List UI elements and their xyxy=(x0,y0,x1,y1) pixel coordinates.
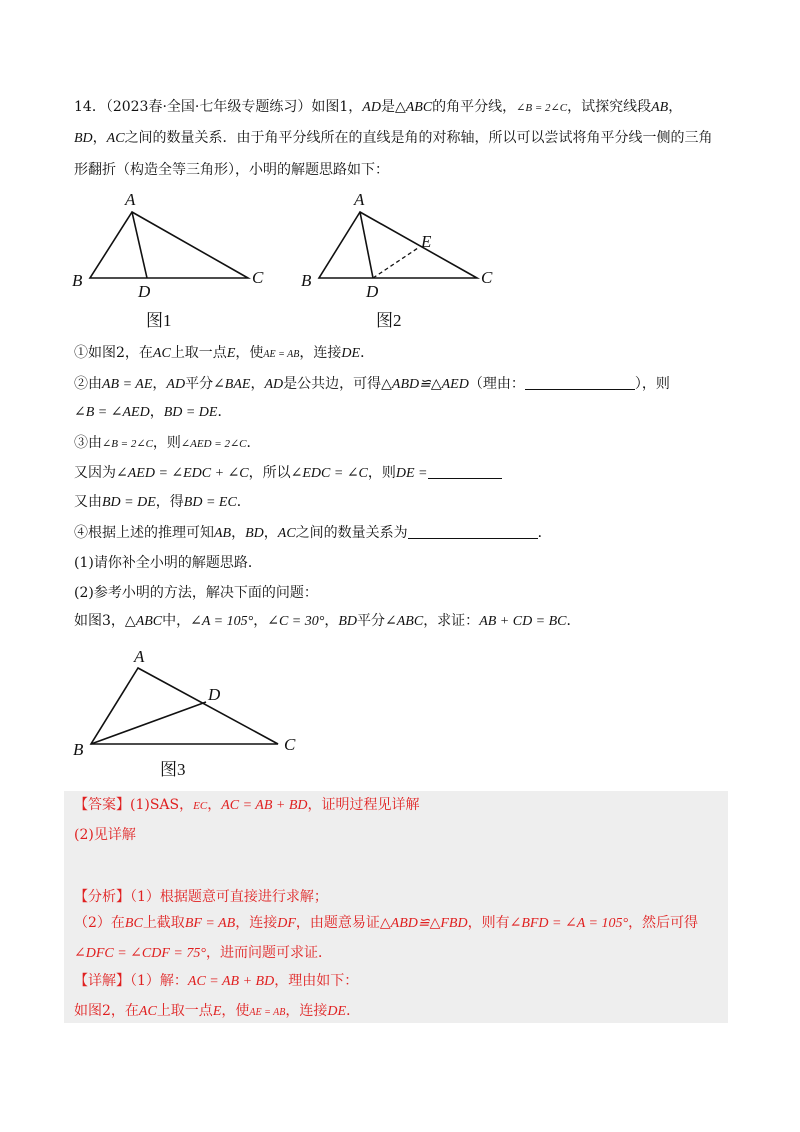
math-angle-BFD: ∠BFD = ∠A = 105° xyxy=(509,916,629,931)
fig1-label-D: D xyxy=(138,282,151,301)
text: ， xyxy=(263,525,278,541)
math-BD: BD xyxy=(338,614,358,629)
math-angle-DFC: ∠DFC = ∠CDF = 75° xyxy=(74,946,206,961)
math-AB-eq-AE: AB = AE xyxy=(102,377,153,392)
text: 又由 xyxy=(74,494,102,510)
step-4 xyxy=(74,523,552,544)
question-source: （2023春·全国·七年级专题练习） xyxy=(105,99,312,115)
math-BC: BC xyxy=(124,916,143,931)
text: ，进而问题可求证． xyxy=(205,945,332,961)
text: 之间的数量关系为 xyxy=(295,525,408,541)
fig2-label-C: C xyxy=(481,268,493,287)
text: ，则 xyxy=(367,465,396,481)
math-BD-eq-EC: BD = EC xyxy=(183,495,237,510)
part-2 xyxy=(74,583,318,603)
math-angle-ABC: ∠ABC xyxy=(385,614,424,629)
text: ，证明过程见详解 xyxy=(307,797,420,813)
part-1 xyxy=(74,553,262,573)
fig2-dashed-DE xyxy=(373,248,418,278)
math-congruence: △ABD≌△AED xyxy=(381,377,469,392)
math-BF-eq-AB: BF = AB xyxy=(184,916,236,931)
math-BD: BD xyxy=(245,526,264,541)
fig1-triangle xyxy=(90,212,248,278)
math-AE-eq-AB: AE = AB xyxy=(263,349,300,360)
fig1-caption: 图1 xyxy=(146,311,172,330)
step-3c xyxy=(74,492,251,513)
math-AC: AC xyxy=(138,1004,157,1019)
fill-blank-reason[interactable] xyxy=(525,375,635,390)
fig1-bisector-AD xyxy=(132,212,147,278)
text: ， xyxy=(250,376,265,392)
text: 是 xyxy=(380,99,395,115)
answer-label: 【答案】 xyxy=(74,797,130,813)
question-line-1 xyxy=(74,97,682,118)
math-AED-eq-2C: ∠AED = 2∠C xyxy=(180,438,247,450)
fill-blank-relation[interactable] xyxy=(408,524,538,539)
math-triangle-ABC: △ABC xyxy=(124,614,163,629)
text: ，然后可得 xyxy=(628,915,699,931)
fig3-label-C: C xyxy=(284,735,296,754)
math-angle-BAE: ∠BAE xyxy=(213,377,251,392)
text: 如图1， xyxy=(311,99,363,115)
text: ， xyxy=(152,376,167,392)
fig2-label-A: A xyxy=(354,190,365,209)
text: ②由 xyxy=(74,376,102,392)
math-triangle-ABC: △ABC xyxy=(394,100,433,115)
step-2 xyxy=(74,374,670,395)
math-AC: AC xyxy=(277,526,296,541)
text: 如图2，在 xyxy=(74,1003,139,1019)
fig1-label-C: C xyxy=(252,268,264,287)
math-angle-A: ∠A = 105° xyxy=(190,614,254,629)
text: ，由题意易证 xyxy=(295,915,380,931)
text: ，则有 xyxy=(467,915,510,931)
answer-line-2 xyxy=(74,825,136,845)
math-AB: AB xyxy=(651,100,669,115)
answer-line-1 xyxy=(74,795,419,816)
fill-blank-DE[interactable] xyxy=(428,464,502,479)
math-AD: AD xyxy=(362,100,381,115)
step-1 xyxy=(74,343,374,365)
fig2-caption: 图2 xyxy=(376,311,402,330)
text: ． xyxy=(566,613,581,629)
text: 上取一点 xyxy=(170,345,227,361)
text: ． xyxy=(217,404,232,420)
text: (1)请你补全小明的解题思路． xyxy=(74,555,262,571)
math-BD-eq-DE: BD = DE xyxy=(163,405,218,420)
math-E: E xyxy=(226,346,236,361)
text: 上取一点 xyxy=(156,1003,213,1019)
question-line-2 xyxy=(74,128,713,149)
fig2-bisector-AD xyxy=(360,212,373,278)
text: (2)见详解 xyxy=(74,827,136,843)
fig3-label-D: D xyxy=(208,685,221,704)
math-angle-C: ∠C = 30° xyxy=(267,614,325,629)
detail-label: 【详解】 xyxy=(74,973,130,989)
detail-line-1 xyxy=(74,971,358,992)
text: ④根据上述的推理可知 xyxy=(74,525,214,541)
math-AC-eq: AC = AB + BD xyxy=(187,974,275,989)
analysis-line-2 xyxy=(74,913,698,934)
math-congruence: △ABD≌△FBD xyxy=(379,916,468,931)
math-DE-eq: DE = xyxy=(395,466,428,481)
text: ， xyxy=(92,130,107,146)
math-BD-eq-DE: BD = DE xyxy=(102,495,156,510)
text: ． xyxy=(246,435,261,451)
math-AC: AC xyxy=(106,131,125,146)
math-AD: AD xyxy=(166,377,186,392)
math-EC: EC xyxy=(193,800,208,812)
math-exterior-angle: ∠AED = ∠EDC + ∠C xyxy=(116,466,249,481)
text: ， xyxy=(324,613,339,629)
fig2-label-D: D xyxy=(366,282,379,301)
step-3 xyxy=(74,433,261,454)
math-AE-eq-AB: AE = AB xyxy=(249,1007,286,1018)
text: ． xyxy=(537,525,552,541)
text: ， xyxy=(207,797,222,813)
text: ， xyxy=(253,613,268,629)
fig2-label-B: B xyxy=(301,271,312,290)
figure-1 xyxy=(60,190,280,330)
fig1-label-A: A xyxy=(125,190,136,209)
text: (1)SAS， xyxy=(130,797,194,813)
math-EDC-eq-C: ∠EDC = ∠C xyxy=(290,466,368,481)
math-AD: AD xyxy=(264,377,284,392)
analysis-label: 【分析】 xyxy=(74,889,130,905)
text: 之间的数量关系．由于角平分线所在的直线是角的对称轴，所以可以尝试将角平分线一侧的三角 xyxy=(124,130,713,146)
math-DE: DE xyxy=(341,346,361,361)
text: 又因为 xyxy=(74,465,116,481)
text: ， xyxy=(149,404,164,420)
text: ． xyxy=(236,494,251,510)
fig3-caption: 图3 xyxy=(160,760,186,779)
math-AC: AC xyxy=(152,346,171,361)
figure-2 xyxy=(290,190,520,330)
figure-3-problem xyxy=(74,611,581,632)
text: ， xyxy=(668,99,683,115)
math-condition: ∠B = 2∠C xyxy=(516,102,568,114)
text: ），则 xyxy=(634,376,670,392)
text: ①如图2，在 xyxy=(74,345,153,361)
fig3-bisector-BD xyxy=(91,702,206,744)
math-B-eq-2C: ∠B = 2∠C xyxy=(102,438,153,450)
text: ，理由如下： xyxy=(274,973,359,989)
text: 是公共边，可得 xyxy=(283,376,382,392)
analysis-line-1 xyxy=(74,887,328,907)
detail-line-2 xyxy=(74,1001,360,1023)
question-number: 14． xyxy=(74,99,106,115)
fig2-triangle xyxy=(319,212,477,278)
math-DF: DF xyxy=(277,916,296,931)
figure-3 xyxy=(64,640,324,785)
text: ，连接 xyxy=(235,915,278,931)
text: ，试探究线段 xyxy=(567,99,652,115)
fig1-label-B: B xyxy=(72,271,83,290)
math-AC-eq: AC = AB + BD xyxy=(221,798,308,813)
text: ，则 xyxy=(152,435,181,451)
text: ． xyxy=(360,345,375,361)
text: ． xyxy=(346,1003,361,1019)
text: (2)参考小明的方法，解决下面的问题： xyxy=(74,585,318,601)
fig3-label-B: B xyxy=(73,740,84,759)
math-angle-B-eq-AED: ∠B = ∠AED xyxy=(74,405,150,420)
analysis-line-3 xyxy=(74,943,332,964)
text: ，所以 xyxy=(248,465,291,481)
text: ， xyxy=(231,525,246,541)
text: ③由 xyxy=(74,435,102,451)
text: （1）解： xyxy=(130,973,188,989)
text: （1）根据题意可直接进行求解； xyxy=(130,889,328,905)
math-to-prove: AB + CD = BC xyxy=(479,614,567,629)
text: （2）在 xyxy=(74,915,125,931)
text: 的角平分线， xyxy=(432,99,517,115)
math-BD: BD xyxy=(74,131,93,146)
step-3b xyxy=(74,463,502,484)
math-AB: AB xyxy=(214,526,232,541)
fig3-label-A: A xyxy=(134,647,145,666)
text: 上截取 xyxy=(142,915,185,931)
fig3-triangle xyxy=(91,668,278,744)
text: 如图3， xyxy=(74,613,125,629)
text: 中， xyxy=(162,613,191,629)
text: 平分 xyxy=(357,613,386,629)
text: 形翻折（构造全等三角形），小明的解题思路如下： xyxy=(74,162,389,178)
math-E: E xyxy=(212,1004,222,1019)
math-DE: DE xyxy=(327,1004,347,1019)
question-line-3 xyxy=(74,160,389,180)
text: ，得 xyxy=(155,494,184,510)
text: ，连接 xyxy=(299,345,342,361)
text: ，连接 xyxy=(285,1003,328,1019)
step-2b xyxy=(74,402,231,423)
text: （理由： xyxy=(468,376,525,392)
fig2-label-E: E xyxy=(421,232,432,251)
text: 平分 xyxy=(185,376,214,392)
text: ，使 xyxy=(235,345,264,361)
text: ，求证： xyxy=(423,613,480,629)
text: ，使 xyxy=(221,1003,250,1019)
